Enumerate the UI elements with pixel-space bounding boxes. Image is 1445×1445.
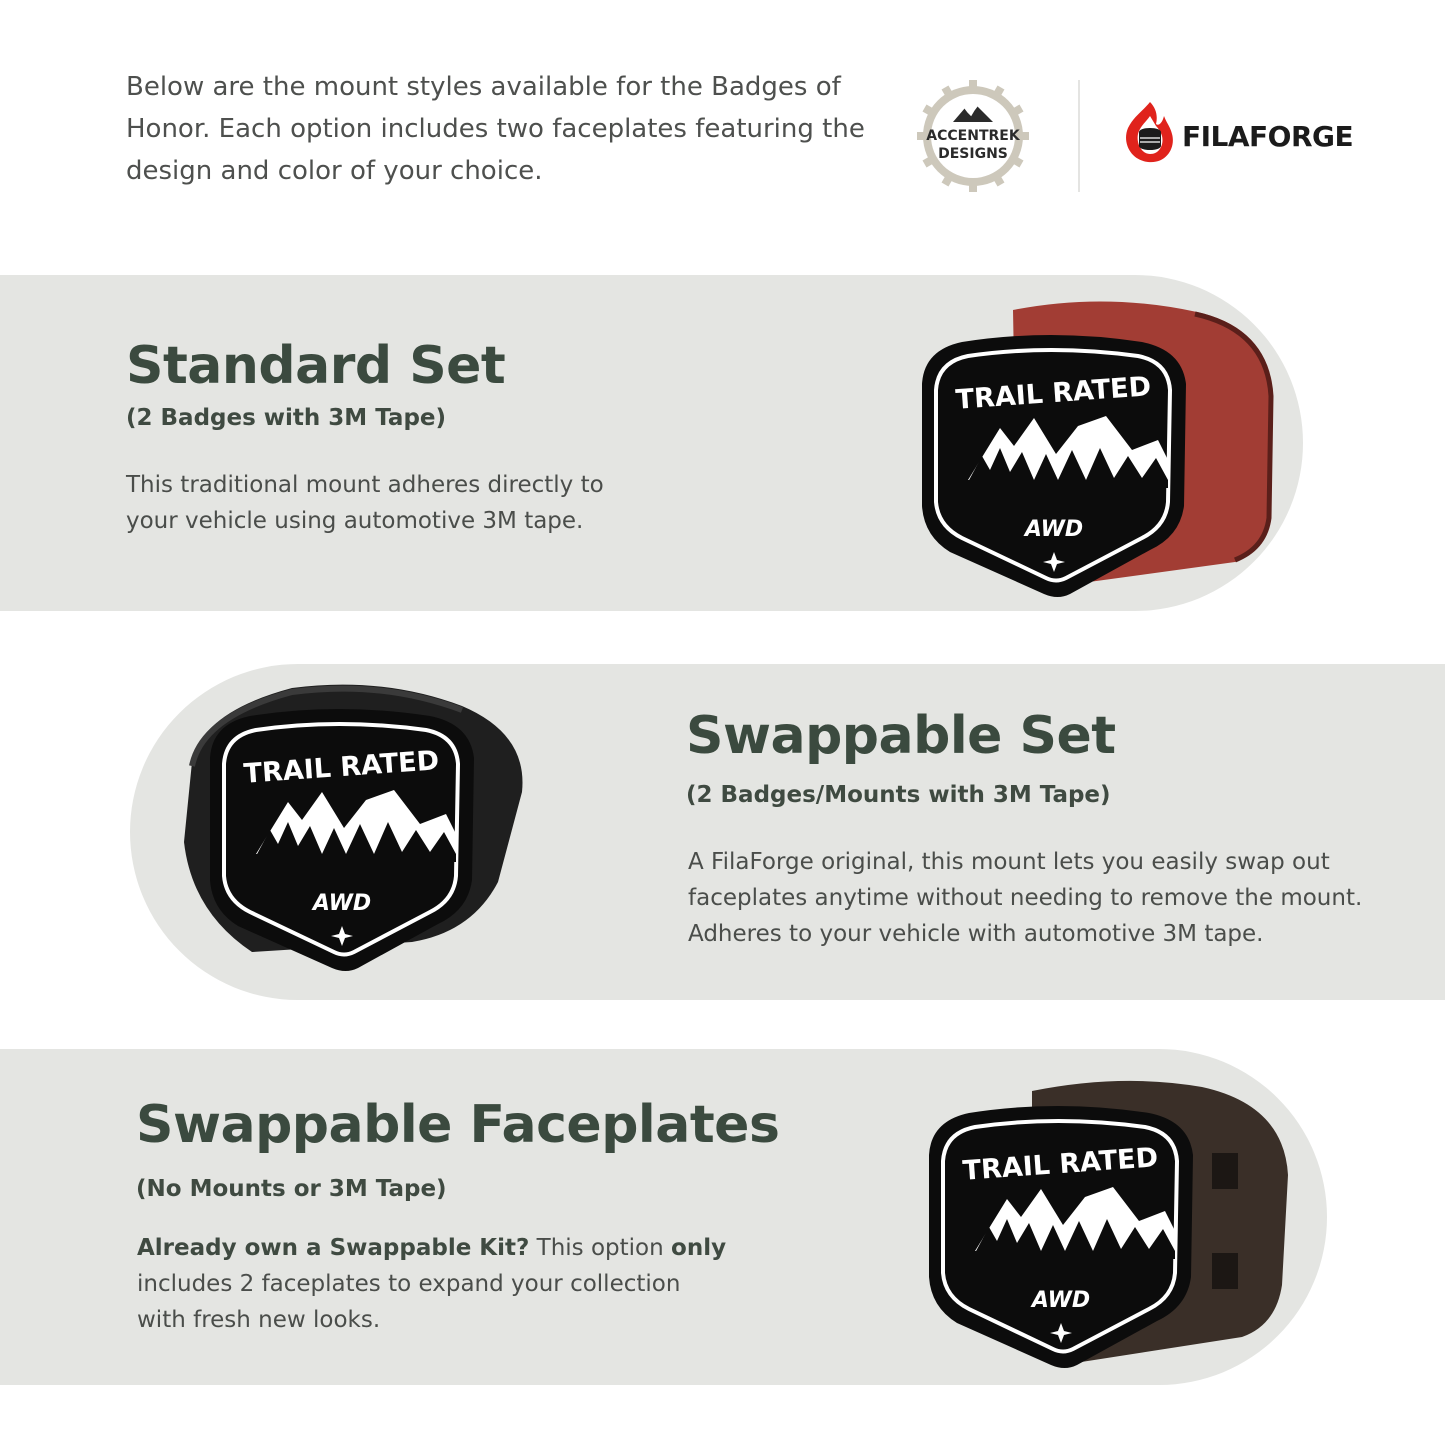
logo-divider [1078,80,1080,192]
description-emphasis-2: only [671,1235,727,1261]
standard-set-subtitle: (2 Badges with 3M Tape) [126,405,447,431]
intro-text: Below are the mount styles available for the Badges of Honor. Each option includes two faceplates featuring the design and color of your choice. [126,72,865,186]
filaforge-logo [1120,98,1360,168]
swappable-faceplates-title: Swappable Faceplates [136,1095,780,1155]
standard-set-badge-image [905,300,1285,600]
swappable-set-title: Swappable Set [686,706,1116,766]
accentrek-line2: DESIGNS [938,146,1008,162]
accentrek-line1: ACCENTREK [926,128,1020,144]
swappable-set-subtitle: (2 Badges/Mounts with 3M Tape) [686,782,1111,808]
accentrek-logo [917,80,1029,192]
description-text-2: includes 2 faceplates to expand your collection with fresh new looks. [137,1271,681,1333]
partner-logos [915,80,1375,195]
flame-spool-icon [1126,102,1173,162]
description-emphasis-1: Already own a Swappable Kit? [137,1235,530,1261]
swappable-set-badge-image [162,682,542,982]
description-text-1: This option [529,1235,672,1261]
filaforge-name: FILAFORGE [1182,120,1354,153]
swappable-faceplates-description [137,1230,727,1338]
swappable-faceplates-subtitle: (No Mounts or 3M Tape) [136,1176,447,1202]
standard-set-description: This traditional mount adheres directly to your vehicle using automotive 3M tape. [126,472,604,534]
swappable-set-description: A FilaForge original, this mount lets you easily swap out faceplates anytime without needing to remove the mount. Adheres to your vehicle with automotive 3M tape. [688,849,1363,947]
swappable-faceplates-badge-image [912,1075,1292,1375]
standard-set-title: Standard Set [126,336,506,396]
